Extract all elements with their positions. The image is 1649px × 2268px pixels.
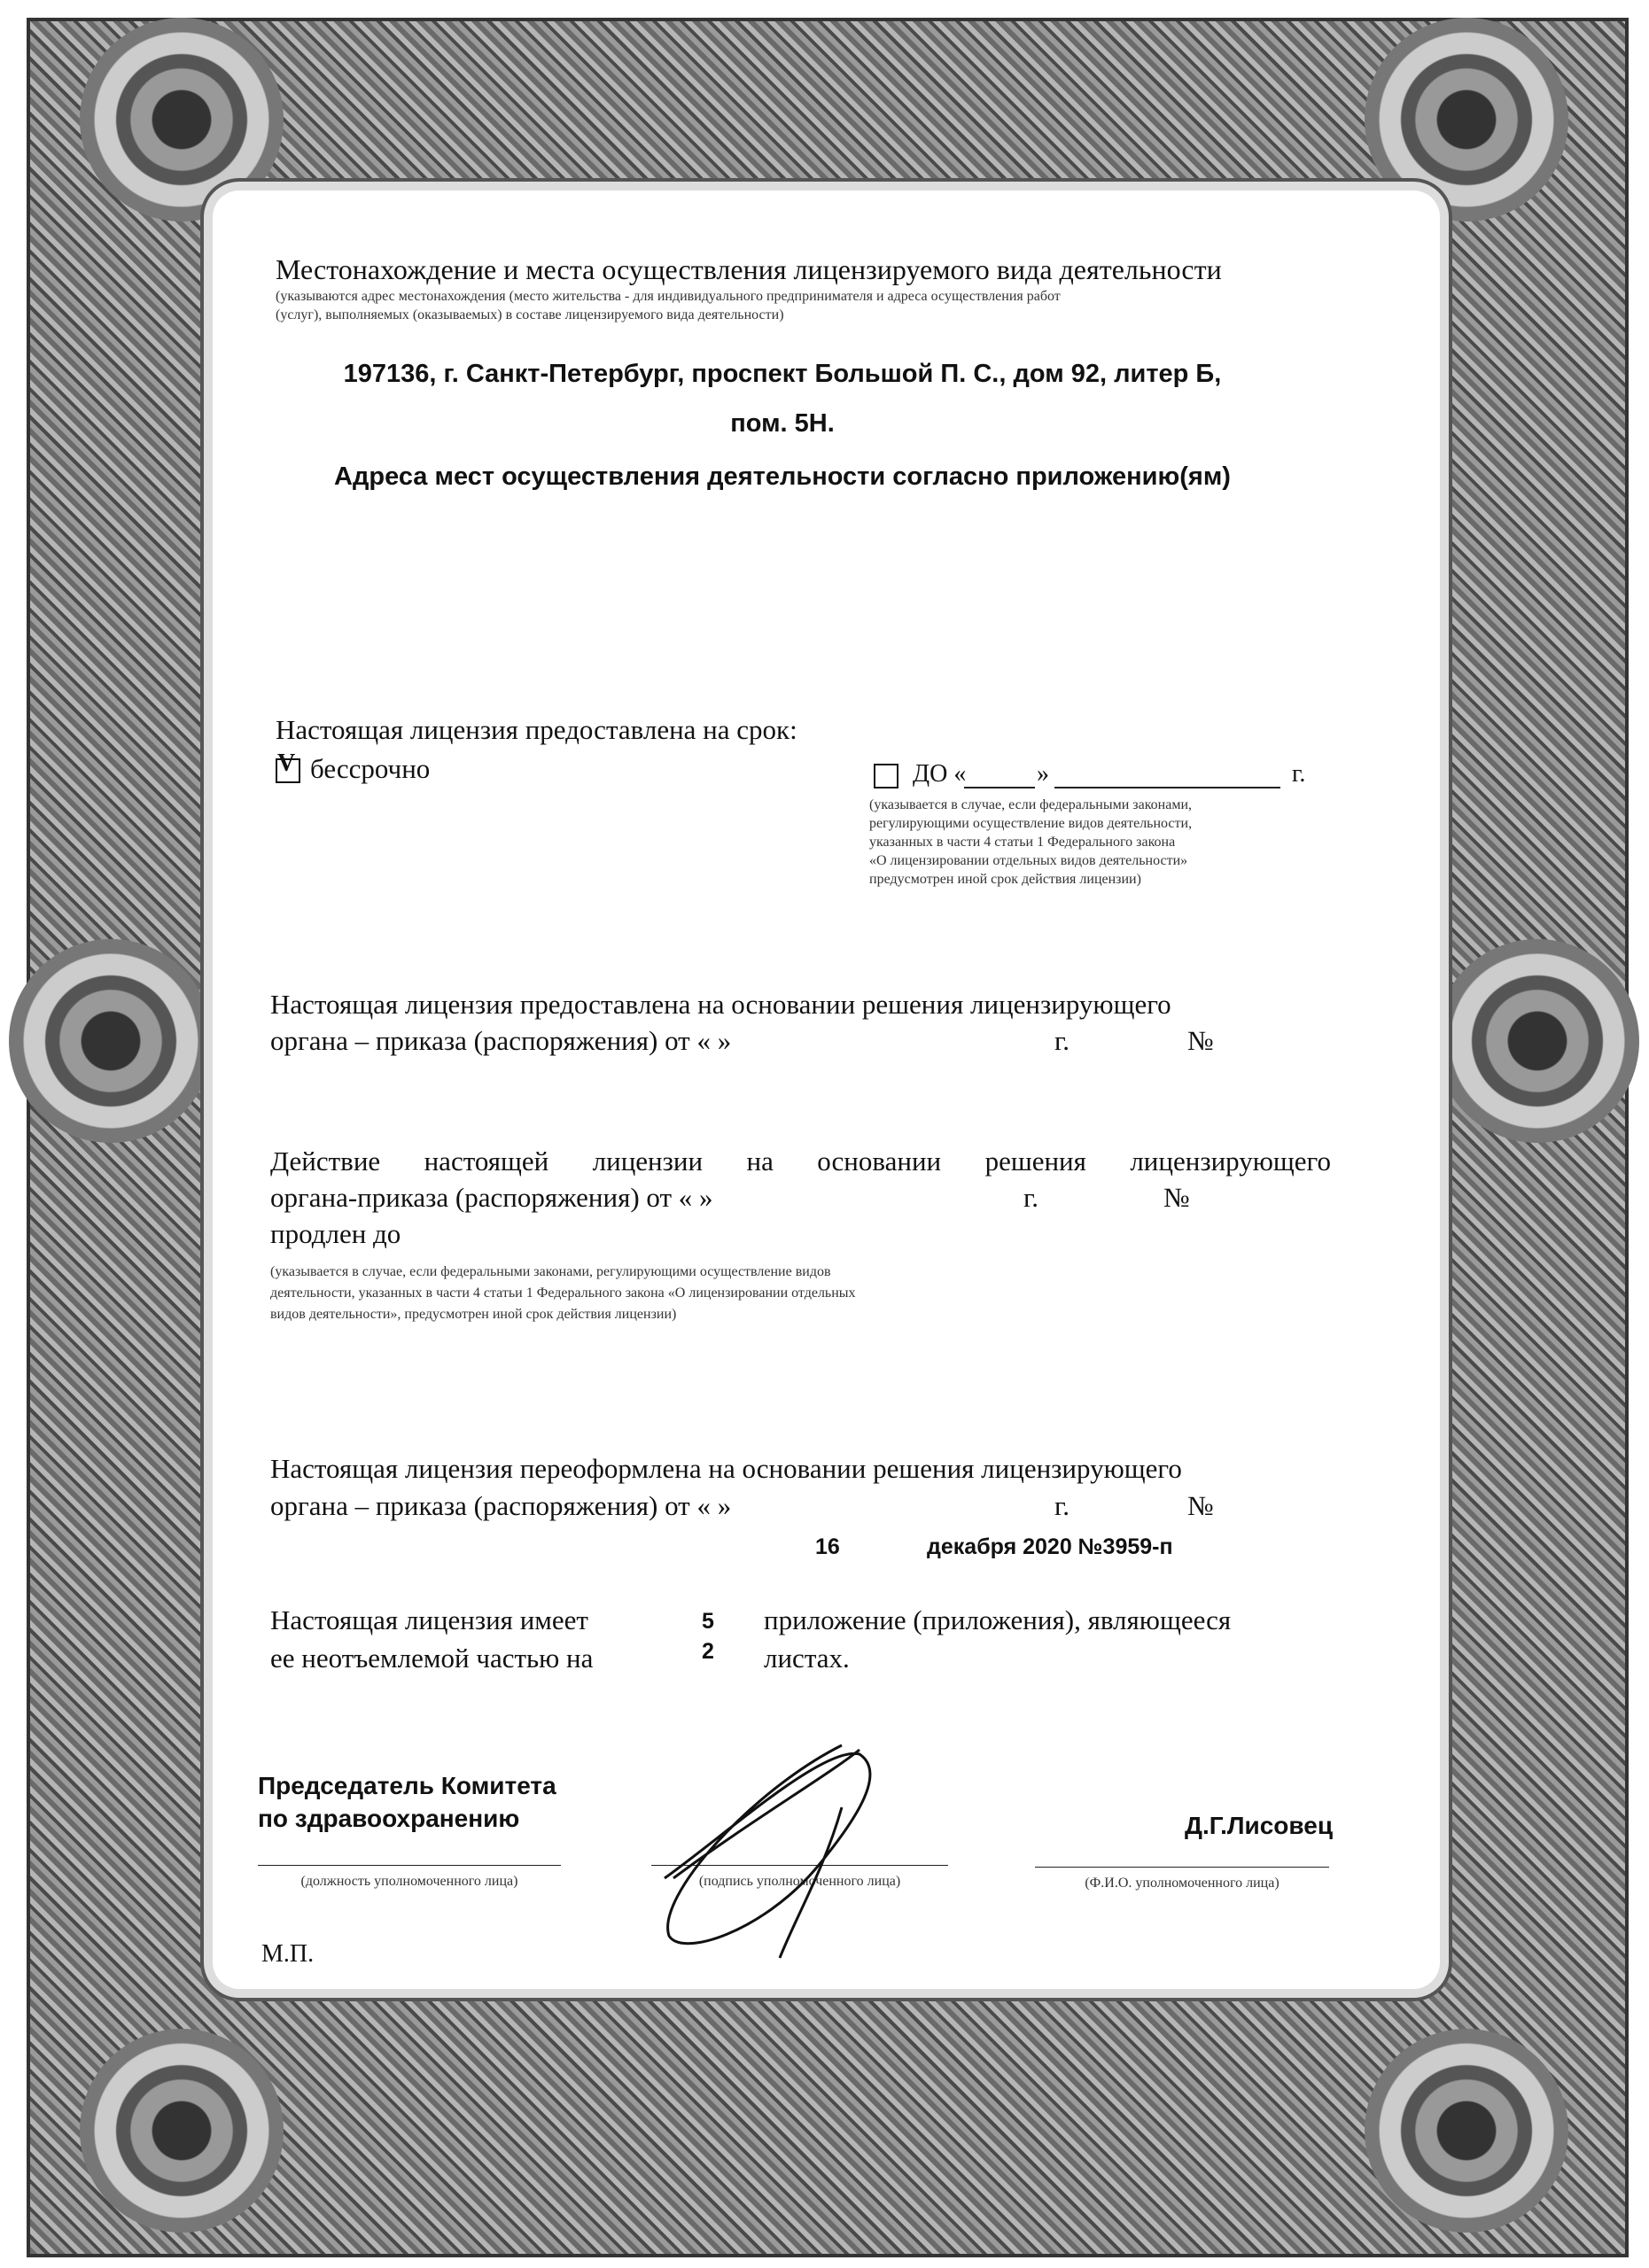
- note-line: (указывается в случае, если федеральными законами,: [869, 797, 1193, 812]
- reissue-date: декабря 2020 №3959-п: [927, 1534, 1173, 1559]
- border-rosette: [80, 2029, 284, 2233]
- number-label: №: [1163, 1182, 1190, 1213]
- day-line: [964, 787, 1035, 788]
- border-rosette: [1435, 939, 1639, 1143]
- location-note: (услуг), выполняемых (оказываемых) в составе лицензируемого вида деятельности): [276, 307, 784, 322]
- signer-name: Д.Г.Лисовец: [1185, 1812, 1334, 1839]
- reissue-text: органа – приказа (распоряжения) от « »: [270, 1490, 732, 1521]
- reissue-text: Настоящая лицензия переоформлена на основании решения лицензирующего: [270, 1453, 1182, 1484]
- note-line: предусмотрен иной срок действия лицензии): [869, 872, 1141, 887]
- appendix-text: листах.: [764, 1643, 850, 1674]
- quote: »: [1037, 760, 1049, 788]
- year-label: г.: [1054, 1025, 1070, 1056]
- year-label: г.: [1054, 1490, 1070, 1521]
- name-line: [1035, 1867, 1329, 1868]
- position-caption: (должность уполномоченного лица): [300, 1874, 518, 1889]
- check-mark-icon: V: [277, 750, 296, 777]
- note-line: регулирующими осуществление видов деятельности,: [869, 816, 1193, 831]
- until-checkbox[interactable]: [874, 764, 898, 788]
- reissue-day: 16: [815, 1534, 840, 1559]
- basis-text: Настоящая лицензия предоставлена на основании решения лицензирующего: [270, 989, 1171, 1020]
- appendix-text: Настоящая лицензия имеет: [270, 1604, 588, 1635]
- note-line: «О лицензировании отдельных видов деятельности»: [869, 853, 1188, 868]
- position-line: [258, 1865, 561, 1866]
- signer-position: Председатель Комитета: [258, 1772, 556, 1799]
- number-label: №: [1187, 1025, 1214, 1056]
- border-rosette: [1365, 2029, 1568, 2233]
- unlimited-label: бессрочно: [310, 753, 431, 784]
- location-note: (указываются адрес местонахождения (место жительства - для индивидуального предпринимателя и адреса осуществления работ: [276, 289, 1061, 304]
- extension-note: [270, 1262, 856, 1325]
- until-label: ДО «: [913, 760, 967, 788]
- appendix-text: приложение (приложения), являющееся: [764, 1604, 1232, 1635]
- appendix-count: 5: [702, 1609, 714, 1634]
- address: 197136, г. Санкт-Петербург, проспект Большой П. С., дом 92, литер Б,: [343, 360, 1222, 388]
- signer-position: по здравоохранению: [258, 1805, 520, 1832]
- border-rosette: [9, 939, 213, 1143]
- date-line: [1054, 787, 1280, 788]
- year-label: г.: [1023, 1182, 1038, 1213]
- places-note: Адреса мест осуществления деятельности согласно приложению(ям): [334, 462, 1231, 491]
- extension-text: продлен до: [270, 1218, 401, 1249]
- stamp-placeholder: М.П.: [261, 1940, 315, 1968]
- address: пом. 5Н.: [730, 409, 835, 438]
- note-line: деятельности, указанных в части 4 статьи 1 Федерального закона «О лицензировании отдельных: [270, 1285, 856, 1301]
- note-line: указанных в части 4 статьи 1 Федерального закона: [869, 835, 1176, 850]
- appendix-text: ее неотъемлемой частью на: [270, 1643, 594, 1674]
- handwritten-signature: [620, 1736, 939, 1967]
- number-label: №: [1187, 1490, 1214, 1521]
- location-title: Местонахождение и места осуществления лицензируемого вида деятельности: [276, 253, 1222, 285]
- note-line: видов деятельности», предусмотрен иной срок действия лицензии): [270, 1307, 677, 1322]
- sheet-count: 2: [702, 1639, 714, 1664]
- year-label: г.: [1292, 760, 1306, 788]
- extension-text: органа-приказа (распоряжения) от « »: [270, 1182, 713, 1213]
- term-note: [869, 796, 1330, 889]
- signature-caption: (подпись уполномоченного лица): [698, 1874, 901, 1889]
- extension-text: Действие настоящей лицензии на основании решения лицензирующего: [270, 1146, 1331, 1177]
- document-body: [213, 190, 1440, 1989]
- name-caption: (Ф.И.О. уполномоченного лица): [1085, 1876, 1280, 1891]
- note-line: (указывается в случае, если федеральными законами, регулирующими осуществление видов: [270, 1264, 831, 1279]
- basis-text: органа – приказа (распоряжения) от « »: [270, 1025, 732, 1056]
- term-heading: Настоящая лицензия предоставлена на срок:: [276, 714, 797, 745]
